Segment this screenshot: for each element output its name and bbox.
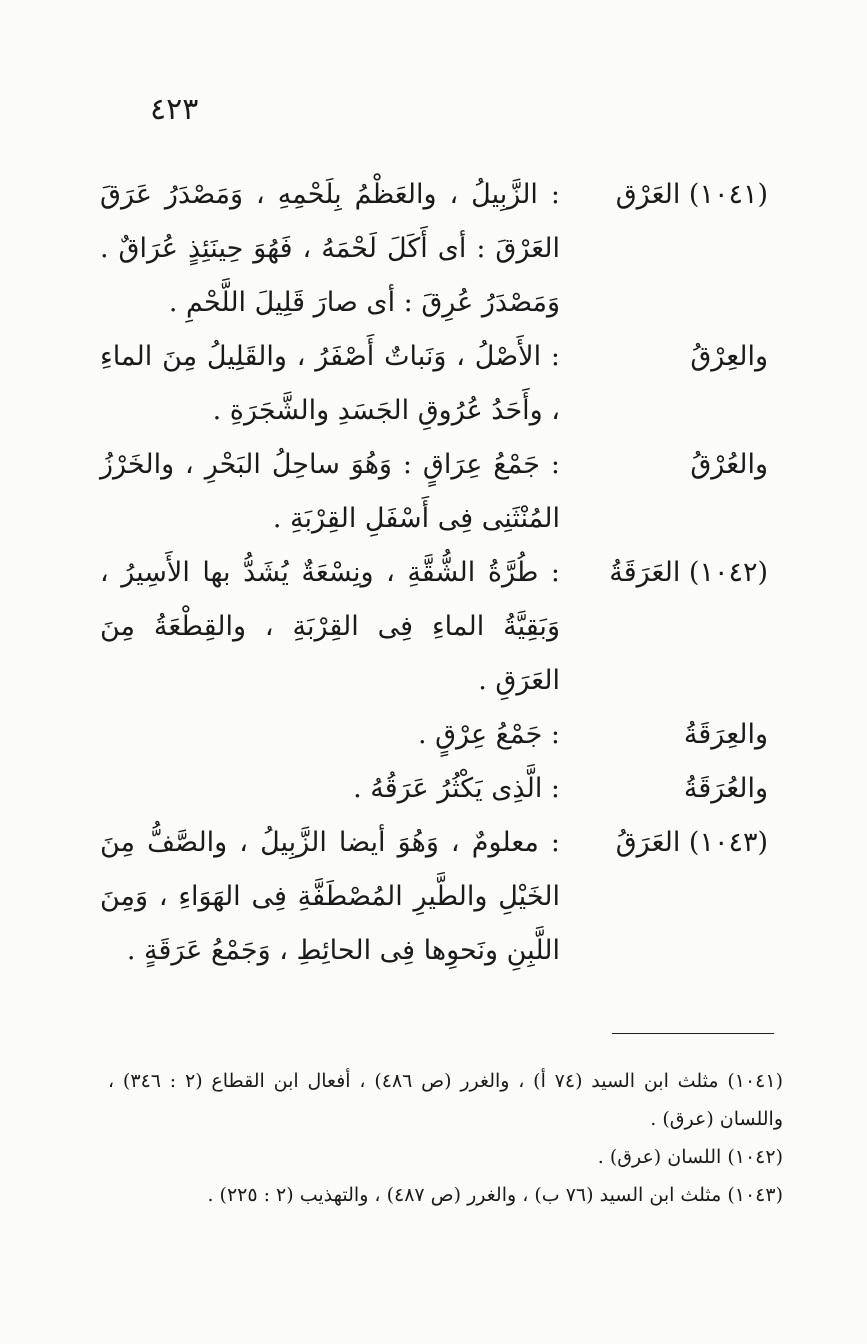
entry xyxy=(100,762,790,816)
entry-headword: والعِرْقُ xyxy=(690,341,768,372)
entry-definition: : معلومٌ ، وَهُوَ أيضا الزَّبِيلُ ، والصَّفُّ مِنَ الخَيْلِ والطَّيرِ المُصْطَفَّةِ فِى الهَوَاءِ ، وَمِنَ اللَّبِنِ ونَحوِها فِى الحائِطِ ، وَجَمْعُ عَرَقَةٍ . xyxy=(100,827,560,966)
entry xyxy=(100,168,790,330)
footnotes xyxy=(108,1062,783,1214)
entry xyxy=(100,330,790,438)
entry-definition: : الَّذِى يَكْثُرُ عَرَقُهُ . xyxy=(353,773,560,804)
entry-headword: (١٠٤٣) العَرَقُ xyxy=(615,827,768,858)
footnote: (١٠٤٣) مثلث ابن السيد (٧٦ ب) ، والغرر (ص ٤٨٧) ، والتهذيب (٢ : ٢٢٥) . xyxy=(207,1184,783,1206)
entry xyxy=(100,708,790,762)
entry-definition: : جَمْعُ عِرَاقٍ : وَهُوَ ساحِلُ البَحْرِ ، والخَرْزُ المُنْثَنِى فِى أَسْفَلِ القِرْبَةِ . xyxy=(100,449,560,534)
page-number: ٤٢٣ xyxy=(150,92,199,127)
entry-headword: (١٠٤٢) العَرَقَةُ xyxy=(609,557,768,588)
dictionary-entries xyxy=(100,168,790,978)
entry-definition: : جَمْعُ عِرْقٍ . xyxy=(417,719,560,750)
entry-headword: والعِرَقَةُ xyxy=(683,719,768,750)
entry xyxy=(100,546,790,708)
entry-definition: : الأَصْلُ ، وَنَباتٌ أَصْفَرُ ، والقَلِيلُ مِنَ الماءِ ، وأَحَدُ عُرُوقِ الجَسَدِ والشَّجَرَةِ . xyxy=(100,341,560,426)
footnote: (١٠٤١) مثلث ابن السيد (٧٤ أ) ، والغرر (ص ٤٨٦) ، أفعال ابن القطاع (٢ : ٣٤٦) ، واللسان (عرق) . xyxy=(108,1070,783,1130)
footnote: (١٠٤٢) اللسان (عرق) . xyxy=(597,1146,783,1168)
entry-definition: : طُرَّةُ الشُّقَّةِ ، ونِسْعَةٌ يُشَدُّ بها الأَسِيرُ ، وَبَقِيَّةُ الماءِ فِى القِرْبَةِ ، والقِطْعَةُ مِنَ العَرَقِ . xyxy=(100,557,560,696)
entry xyxy=(100,816,790,978)
entry-headword: (١٠٤١) العَرْق xyxy=(615,179,768,210)
entry-headword: والعُرَقَةُ xyxy=(683,773,768,804)
entry-definition: : الزَّبِيلُ ، والعَظْمُ بِلَحْمِهِ ، وَمَصْدَرُ عَرَقَ العَرْقَ : أى أَكَلَ لَحْمَهُ ، فَهُوَ حِينَئِذٍ عُرَاقٌ . وَمَصْدَرُ عُرِقَ : أى صارَ قَلِيلَ اللَّحْمِ . xyxy=(100,179,560,318)
entry xyxy=(100,438,790,546)
entry-headword: والعُرْقُ xyxy=(690,449,768,480)
footnote-divider xyxy=(612,1033,774,1034)
